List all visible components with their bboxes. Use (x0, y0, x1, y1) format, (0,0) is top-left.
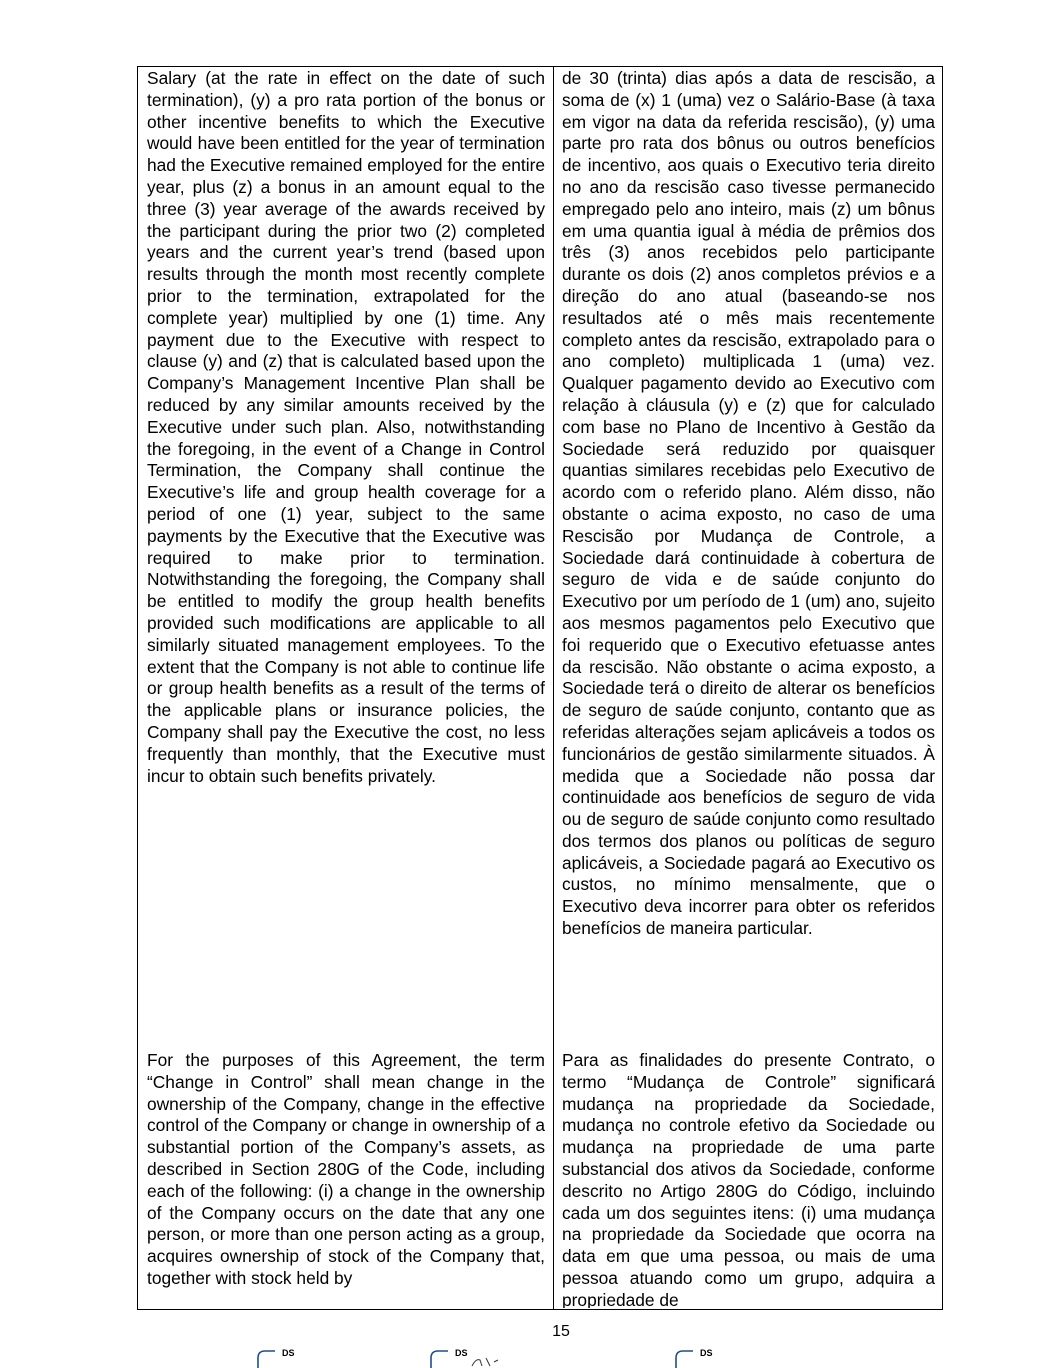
portuguese-paragraph-2: Para as finalidades do presente Contrato, o termo “Mudança de Controle” significará mudança na propriedade da Sociedade, mudança no controle efetivo da Sociedade ou mudança na propriedade de uma parte substancial dos ativos da Sociedade, conforme descrito no Artigo 280G do Código, incluindo cada um dos seguintes itens: (i) uma mudança na propriedade da Sociedade que ocorra na data em que uma pessoa, ou mais de uma pessoa atuando como um grupo, adquira a propriedade de (562, 1050, 935, 1308)
bilingual-table (137, 66, 943, 1310)
ds-label: DS (455, 1348, 468, 1358)
english-paragraph-1: Salary (at the rate in effect on the date of such termination), (y) a pro rata portion of the bonus or other incentive benefits to which the Executive would have been entitled for the year of termination had the Executive remained employed for the entire year, plus (z) a bonus in an amount equal to the three (3) year average of the awards received by the participant during the prior two (2) completed years and the current year’s trend (based upon results through the month most recently complete prior to the termination, extrapolated for the complete year) multiplied by one (1) time. Any payment due to the Executive with respect to clause (y) and (z) that is calculated based upon the Company’s Management Incentive Plan shall be reduced by any similar amounts received by the Executive under such plan. Also, notwithstanding the foregoing, in the event of a Change in Control Termination, the Company shall continue the Executive’s life and group health coverage for a period of one (1) year, subject to the same payments by the Executive that the Executive was required to make prior to termination. Notwithstanding the foregoing, the Company shall be entitled to modify the group health benefits provided such modifications are applicable to all similarly situated management employees. To the extent that the Company is not able to continue life or group health benefits as a result of the terms of the applicable plans or insurance policies, the Company shall pay the Executive the cost, no less frequently than monthly, that the Executive must incur to obtain such benefits privately. (147, 68, 545, 786)
english-paragraph-2: For the purposes of this Agreement, the term “Change in Control” shall mean change in the ownership of the Company, change in the effective control of the Company or change in ownership of a substantial portion of the Company’s assets, as described in Section 280G of the Code, including each of the following: (i) a change in the ownership of the Company occurs on the date that any one person, or more than one person acting as a group, acquires ownership of stock of the Company that, together with stock held by (147, 1050, 545, 1288)
column-divider (553, 67, 554, 1309)
ds-label: DS (282, 1348, 295, 1358)
signature-bracket-icon (428, 1348, 508, 1368)
portuguese-paragraph-1: de 30 (trinta) dias após a data de rescisão, a soma de (x) 1 (uma) vez o Salário-Base (à taxa em vigor na data da referida rescisão), (y) uma parte pro rata dos bônus ou outros benefícios de incentivo, aos quais o Executivo teria direito no ano da rescisão caso tivesse permanecido empregado pelo ano inteiro, mais (z) um bônus em uma quantia igual à média de prêmios dos três (3) anos recebidos pelo participante durante os dois (2) anos completos prévios e a direção do ano atual (baseando-se nos resultados até o mês mais recentemente completo antes da rescisão, extrapolado para o ano completo) multiplicada 1 (uma) vez. Qualquer pagamento devido ao Executivo com relação à cláusula (y) e (z) que for calculado com base no Plano de Incentivo à Gestão da Sociedade será reduzido por quaisquer quantias similares recebidas pelo Executivo de acordo com o referido plano. Além disso, não obstante o acima exposto, no caso de uma Rescisão por Mudança de Controle, a Sociedade dará continuidade à cobertura de seguro de vida e de saúde conjunto do Executivo por um período de 1 (um) ano, sujeito aos mesmos pagamentos pelo Executivo que foi requerido que o Executivo efetuasse antes da rescisão. Não obstante o acima exposto, a Sociedade terá o direito de alterar os benefícios de seguro de saúde conjunto, contanto que as referidas alterações sejam aplicáveis a todos os funcionários de gestão similarmente situados. À medida que a Sociedade não possa dar continuidade aos benefícios de seguro de vida ou de seguro de saúde conjunto como resultado dos termos dos planos ou políticas de seguro aplicáveis, a Sociedade pagará ao Executivo os custos, no mínimo mensalmente, que o Executivo deva incorrer para obter os referidos benefícios de maneira particular. (562, 68, 935, 939)
page-number: 15 (552, 1323, 570, 1340)
ds-label: DS (700, 1348, 713, 1358)
docusign-initial-mark (255, 1348, 315, 1368)
docusign-initial-mark (428, 1348, 488, 1368)
docusign-initial-mark (673, 1348, 733, 1368)
